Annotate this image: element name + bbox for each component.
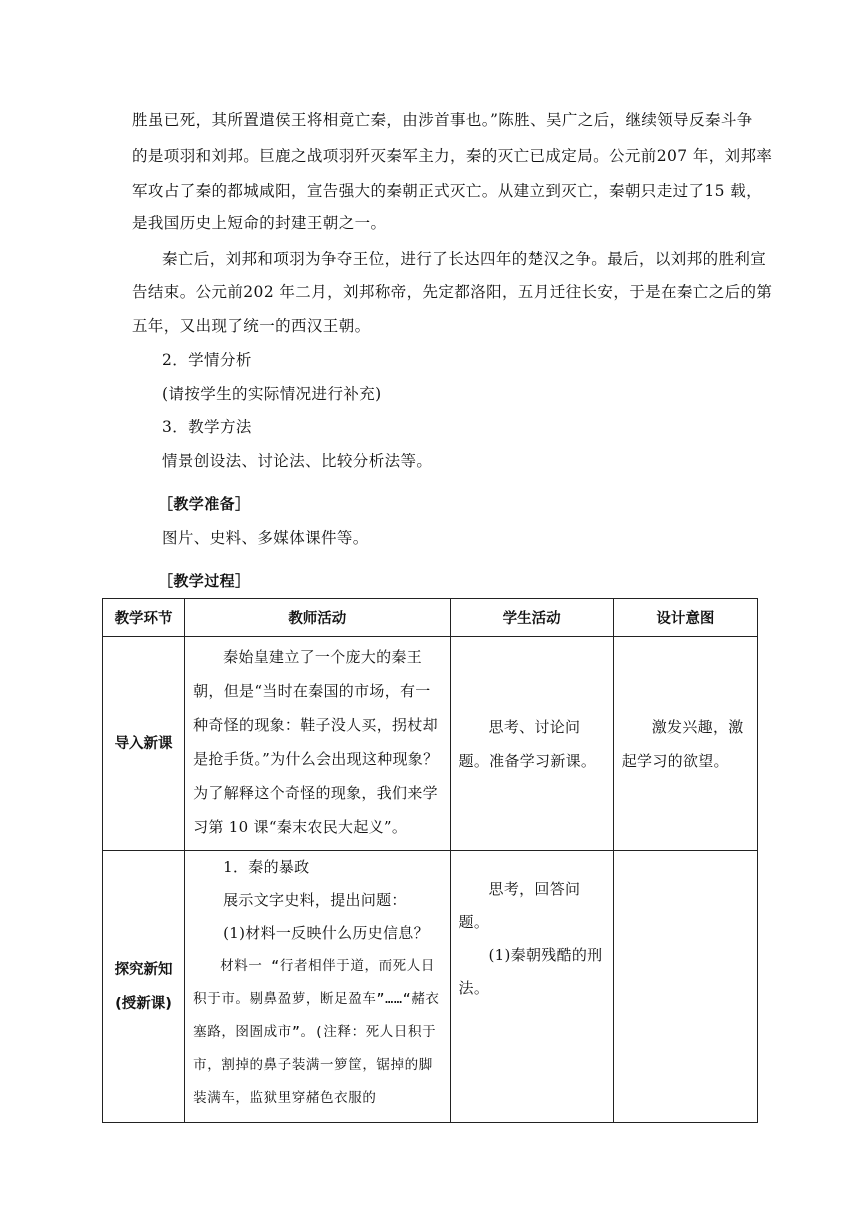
header-stage: 教学环节 <box>103 599 185 637</box>
design-intent-new-knowledge <box>614 851 757 863</box>
teacher-activity-title: 1．秦的暴政 <box>223 858 310 876</box>
student-activity-intro: 思考、讨论问题。准备学习新课。 <box>458 717 597 770</box>
stage-new-knowledge-line2: (授新课) <box>115 995 172 1012</box>
paragraph-line: 军攻占了秦的都城咸阳，宣告强大的秦朝正式灭亡。从建立到灭亡，秦朝只走过了15 载， <box>132 182 763 200</box>
paragraph-line: 告结束。公元前202 年二月，刘邦称帝，先定都洛阳，五月迁往长安，于是在秦亡之后的第 <box>132 283 773 301</box>
design-intent-intro-cell <box>613 637 757 851</box>
section-text-teaching-method: 情景创设法、讨论法、比较分析法等。 <box>162 452 433 470</box>
teacher-activity-intro: 秦始皇建立了一个庞大的秦王朝，但是“当时在秦国的市场，有一种奇怪的现象：鞋子没人买，拐杖却是抢手货。”为什么会出现这种现象？为了解释这个奇怪的现象，我们来学习第 10 课“秦末农民大起义”。 <box>193 648 439 836</box>
paragraph-line: 胜虽已死，其所置遣侯王将相竟亡秦，由涉首事也。”陈胜、吴广之后，继续领导反秦斗争 <box>132 111 753 129</box>
student-activity-intro-cell <box>450 637 613 851</box>
heading-process: ［教学过程］ <box>158 572 251 590</box>
student-activity-answer-2: (1)秦朝残酷的刑法。 <box>458 946 603 997</box>
stage-intro: 导入新课 <box>103 637 185 851</box>
teacher-activity-question: (1)材料一反映什么历史信息？ <box>223 924 429 942</box>
teacher-activity-new-knowledge-cell <box>185 851 450 1123</box>
header-teacher-activity: 教师活动 <box>185 599 450 637</box>
teacher-activity-material: 材料一 “行者相伴于道，而死人日积于市。剔鼻盈萝，断足盈车”……“赭衣塞路，囹圄成市”。(注释：死人日积于市，割掉的鼻子装满一箩筐，锯掉的脚装满车，监狱里穿赭色衣服的 <box>193 958 440 1106</box>
heading-preparation: ［教学准备］ <box>158 495 251 513</box>
paragraph-line: 秦亡后，刘邦和项羽为争夺王位，进行了长达四年的楚汉之争。最后，以刘邦的胜利宣 <box>162 250 767 268</box>
section-text-student-analysis: (请按学生的实际情况进行补充) <box>162 385 382 403</box>
teacher-activity-intro-cell <box>185 637 450 851</box>
lesson-process-table <box>102 598 758 1123</box>
table-row-new-knowledge <box>103 851 758 1123</box>
table-header-row <box>103 599 758 637</box>
preparation-text: 图片、史料、多媒体课件等。 <box>162 529 369 547</box>
header-student-activity: 学生活动 <box>450 599 613 637</box>
header-design-intent: 设计意图 <box>613 599 757 637</box>
design-intent-intro: 激发兴趣，激起学习的欲望。 <box>621 717 744 770</box>
student-activity-answer-1: 思考，回答问题。 <box>458 880 581 931</box>
section-title-student-analysis: 2．学情分析 <box>162 351 252 369</box>
stage-new-knowledge <box>103 851 185 1123</box>
teacher-activity-intro-text: 展示文字史料，提出问题： <box>223 891 407 909</box>
paragraph-line: 五年，又出现了统一的西汉王朝。 <box>132 317 371 335</box>
stage-new-knowledge-line1: 探究新知 <box>114 961 173 978</box>
table-row-intro <box>103 637 758 851</box>
section-title-teaching-method: 3．教学方法 <box>162 418 252 436</box>
student-activity-new-knowledge-cell <box>450 851 613 1123</box>
design-intent-new-knowledge-cell <box>613 851 757 1123</box>
paragraph-line: 是我国历史上短命的封建王朝之一。 <box>132 214 387 232</box>
paragraph-line: 的是项羽和刘邦。巨鹿之战项羽歼灭秦军主力，秦的灭亡已成定局。公元前207 年，刘邦率 <box>132 147 773 165</box>
